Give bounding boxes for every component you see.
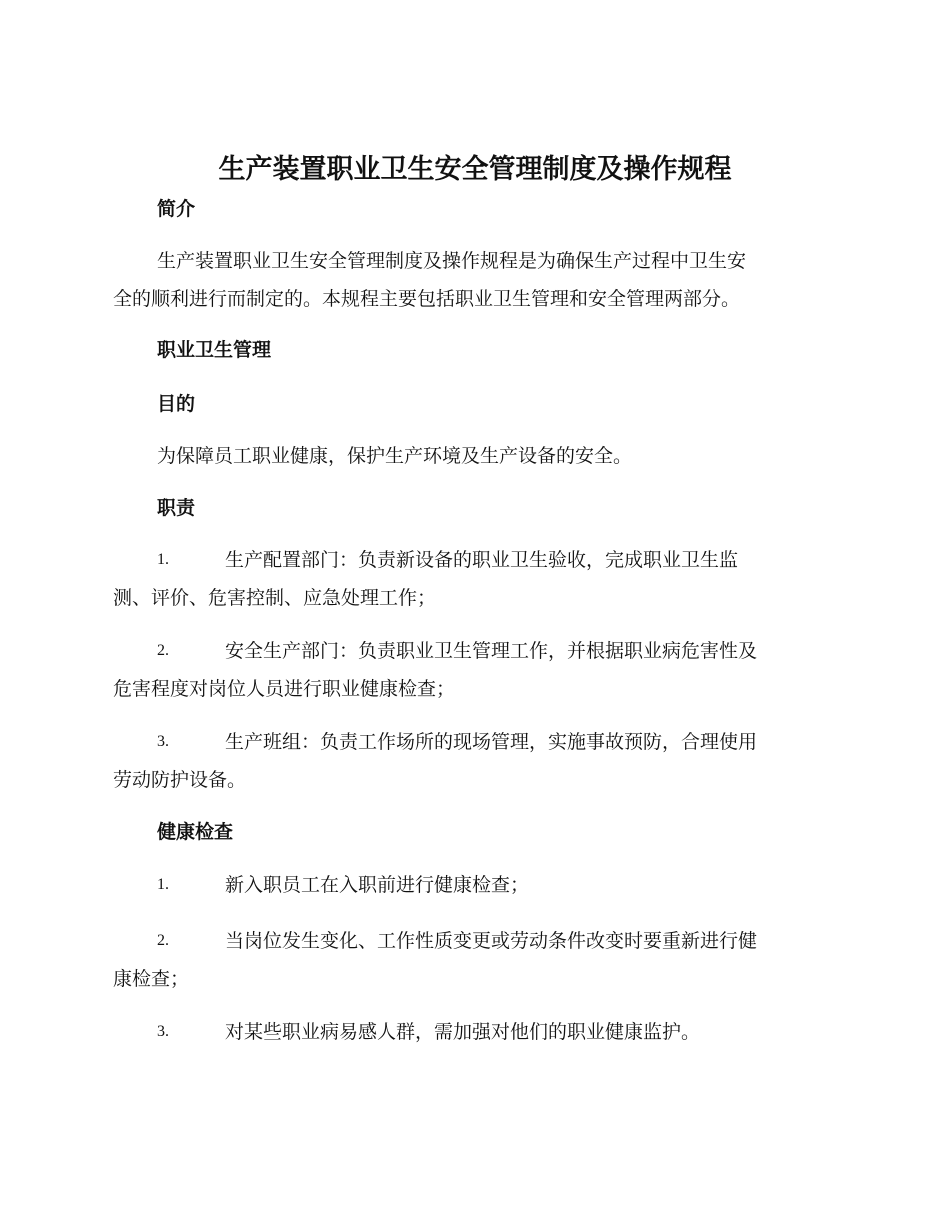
- health-item-text: 对某些职业病易感人群，需加强对他们的职业健康监护。: [225, 1021, 701, 1043]
- document-title: 生产装置职业卫生安全管理制度及操作规程: [218, 154, 732, 185]
- heading-occupational-health: 职业卫生管理: [157, 339, 272, 361]
- heading-purpose: 目的: [157, 393, 196, 415]
- heading-duties: 职责: [157, 497, 196, 519]
- health-item-text: 新入职员工在入职前进行健康检查；: [225, 874, 530, 896]
- health-item: [113, 1013, 835, 1051]
- duty-item: [113, 723, 835, 799]
- duty-item-text: 生产配置部门：负责新设备的职业卫生验收，完成职业卫生监: [225, 549, 739, 571]
- duty-item-number: 2.: [157, 642, 169, 659]
- duty-item-number: 1.: [157, 551, 169, 568]
- health-item-number: 1.: [157, 876, 169, 893]
- duty-item-continuation: 测、评价、危害控制、应急处理工作；: [113, 587, 437, 609]
- purpose-paragraph: [113, 437, 835, 475]
- intro-paragraph: [113, 242, 835, 318]
- health-item-number: 2.: [157, 932, 169, 949]
- health-item: [113, 922, 835, 998]
- intro-line-2: 全的顺利进行而制定的。本规程主要包括职业卫生管理和安全管理两部分。: [113, 288, 741, 310]
- heading-health-check: 健康检查: [157, 821, 234, 843]
- health-item-number: 3.: [157, 1023, 169, 1040]
- duty-item-text: 生产班组：负责工作场所的现场管理，实施事故预防，合理使用: [225, 731, 758, 753]
- duty-item-number: 3.: [157, 733, 169, 750]
- intro-line-1: 生产装置职业卫生安全管理制度及操作规程是为确保生产过程中卫生安: [157, 250, 747, 272]
- duty-item-continuation: 劳动防护设备。: [113, 769, 247, 791]
- duty-item-continuation: 危害程度对岗位人员进行职业健康检查；: [113, 678, 456, 700]
- health-item: [113, 866, 835, 904]
- duty-item: [113, 632, 835, 708]
- health-item-text: 当岗位发生变化、工作性质变更或劳动条件改变时要重新进行健: [225, 930, 758, 952]
- duty-item: [113, 541, 835, 617]
- heading-intro: 简介: [157, 198, 196, 220]
- purpose-text: 为保障员工职业健康，保护生产环境及生产设备的安全。: [157, 445, 633, 467]
- duty-item-text: 安全生产部门：负责职业卫生管理工作，并根据职业病危害性及: [225, 640, 758, 662]
- health-item-continuation: 康检查；: [113, 968, 190, 990]
